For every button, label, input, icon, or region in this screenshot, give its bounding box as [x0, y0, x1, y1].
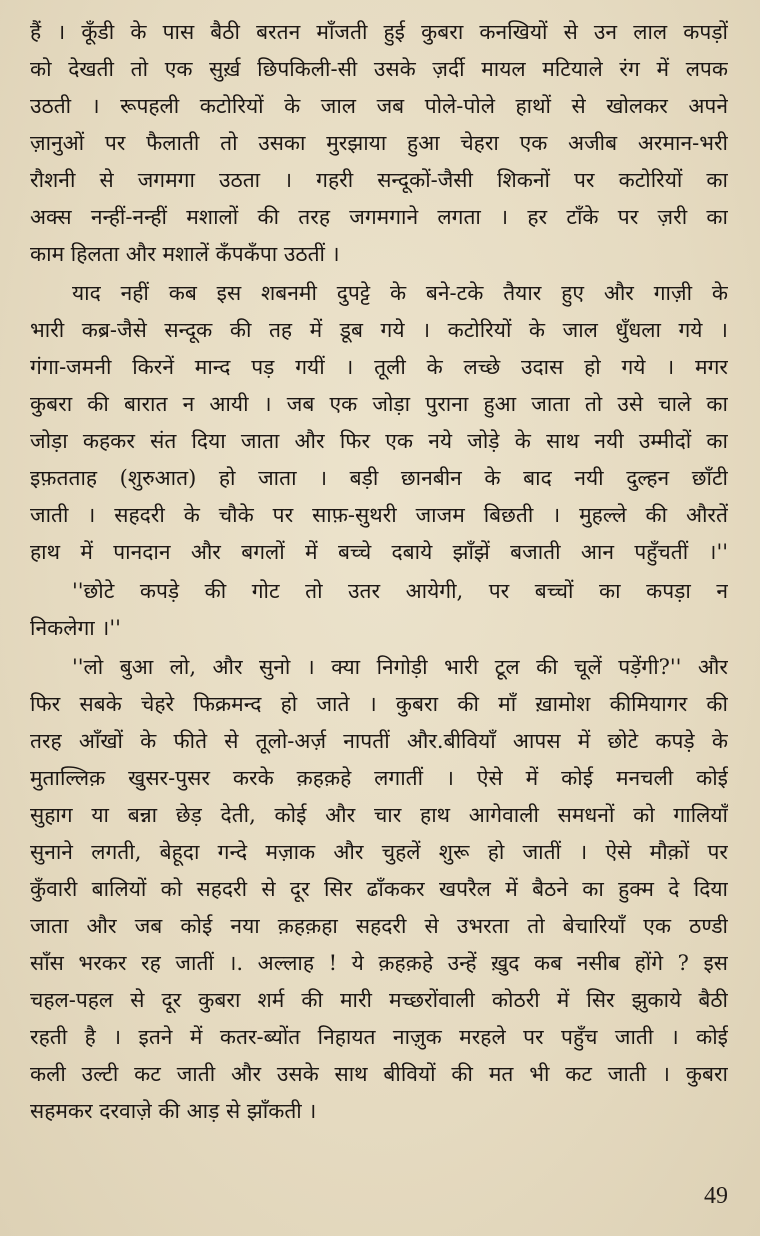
text-line: कुबरा की बारात न आयी । जब एक जोड़ा पुराना हुआ जाता तो उसे चाले का	[30, 392, 728, 416]
text-line: को देखती तो एक सुर्ख़ छिपकिली-सी उसके ज़र्दी मायल मटियाले रंग में लपक	[30, 57, 728, 81]
text-line: ज़ानुओं पर फैलाती तो उसका मुरझाया हुआ चेहरा एक अजीब अरमान-भरी	[30, 131, 728, 155]
text-line: जोड़ा कहकर संत दिया जाता और फिर एक नये जोड़े के साथ नयी उम्मीदों का	[30, 429, 728, 453]
text-line: कली उल्टी कट जाती और उसके साथ बीवियों की मत भी कट जाती । कुबरा	[30, 1062, 728, 1086]
text-line: चहल-पहल से दूर कुबरा शर्म की मारी मच्छरोंवाली कोठरी में सिर झुकाये बैठी	[30, 988, 728, 1012]
text-line: ''छोटे कपड़े की गोट तो उतर आयेगी, पर बच्चों का कपड़ा न	[72, 579, 728, 603]
text-line: तरह आँखों के फीते से तूलो-अर्ज़ नापतीं और.बीवियाँ आपस में छोटे कपड़े के	[30, 729, 728, 753]
text-line: गंगा-जमनी किरनें मान्द पड़ गयीं । तूली के लच्छे उदास हो गये । मगर	[30, 355, 728, 379]
text-line: सुहाग या बन्ना छेड़ देती, कोई और चार हाथ आगेवाली समधनों को गालियाँ	[30, 803, 728, 827]
text-line: हैं । कूँडी के पास बैठी बरतन माँजती हुई कुबरा कनखियों से उन लाल कपड़ों	[30, 20, 728, 44]
text-line: जाता और जब कोई नया क़हक़हा सहदरी से उभरता तो बेचारियाँ एक ठण्डी	[30, 914, 728, 938]
text-line: याद नहीं कब इस शबनमी दुपट्टे के बने-टके तैयार हुए और गाज़ी के	[72, 281, 728, 305]
text-line: जाती । सहदरी के चौके पर साफ़-सुथरी जाजम बिछती । मुहल्ले की औरतें	[30, 503, 728, 527]
text-line: उठती । रूपहली कटोरियों के जाल जब पोले-पोले हाथों से खोलकर अपने	[30, 94, 728, 118]
text-line: भारी कब्र-जैसे सन्दूक की तह में डूब गये । कटोरियों के जाल धुँधला गये ।	[30, 318, 728, 342]
text-line: फिर सबके चेहरे फिक्रमन्द हो जाते । कुबरा की माँ ख़ामोश कीमियागर की	[30, 692, 728, 716]
text-line: कुँवारी बालियों को सहदरी से दूर सिर ढाँककर खपरैल में बैठने का हुक्म दे दिया	[30, 877, 728, 901]
text-line: मुताल्लिक़ खुसर-पुसर करके क़हक़हे लगातीं । ऐसे में कोई मनचली कोई	[30, 766, 728, 790]
text-line: काम हिलता और मशालें कँपकँपा उठतीं ।	[30, 242, 340, 266]
text-line: निकलेगा ।''	[30, 616, 121, 640]
text-line: साँस भरकर रह जातीं ।. अल्लाह ! ये क़हक़हे उन्हें ख़ुद कब नसीब होंगे ? इस	[30, 951, 728, 975]
text-line: इफ़तताह (शुरुआत) हो जाता । बड़ी छानबीन के बाद नयी दुल्हन छाँटी	[30, 466, 728, 490]
text-line: हाथ में पानदान और बगलों में बच्चे दबाये झाँझें बजाती आन पहुँचतीं ।''	[30, 540, 728, 564]
page-number: 49	[704, 1183, 728, 1209]
text-line: ''लो बुआ लो, और सुनो । क्या निगोड़ी भारी टूल की चूलें पड़ेंगी?'' और	[72, 655, 728, 679]
text-line: रहती है । इतने में कतर-ब्योंत निहायत नाज़ुक मरहले पर पहुँच जाती । कोई	[30, 1025, 728, 1049]
text-line: सहमकर दरवाज़े की आड़ से झाँकती ।	[30, 1099, 317, 1123]
text-line: सुनाने लगती, बेहूदा गन्दे मज़ाक और चुहलें शुरू हो जातीं । ऐसे मौक़ों पर	[30, 840, 728, 864]
text-line: अक्स नन्हीं-नन्हीं मशालों की तरह जगमगाने लगता । हर टाँके पर ज़री का	[30, 205, 728, 229]
text-line: रौशनी से जगमगा उठता । गहरी सन्दूकों-जैसी शिकनों पर कटोरियों का	[30, 168, 728, 192]
